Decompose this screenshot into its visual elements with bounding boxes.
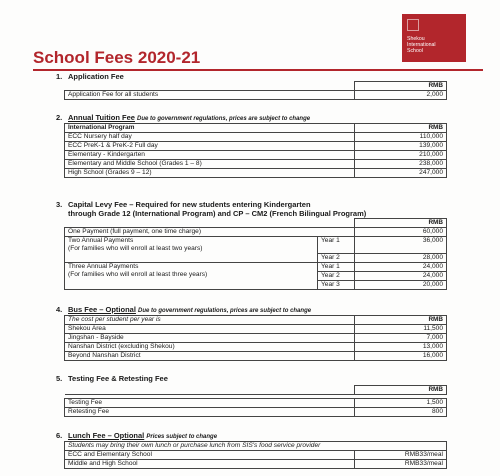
lunch-fee-table [64, 441, 447, 469]
logo-line-3: School [407, 48, 423, 54]
section-6-title: Lunch Fee – Optional [68, 431, 145, 440]
section-6-note: Prices subject to change [146, 434, 218, 440]
fee-label: Beyond Nanshan District [65, 352, 355, 361]
year-label: Year 2 [318, 254, 355, 263]
fee-label: Middle and High School [65, 460, 355, 469]
table-row [65, 263, 447, 272]
table-row [65, 133, 447, 142]
three-payments-title: Three Annual Payments [68, 263, 139, 270]
bus-fee-table [64, 315, 447, 361]
fee-label: High School (Grades 9 – 12) [65, 169, 355, 178]
two-payments-label [65, 237, 318, 263]
section-2-title: Annual Tuition Fee [68, 113, 135, 122]
table-row [65, 228, 447, 237]
fee-value: RMB33/meal [355, 451, 447, 460]
fee-value: 20,000 [355, 281, 447, 290]
page-title: School Fees 2020-21 [33, 48, 201, 67]
section-2-number: 2. [56, 113, 63, 122]
testing-fee-table [64, 385, 447, 417]
fee-label: Jingshan - Bayside [65, 334, 355, 343]
table-row [65, 91, 447, 100]
fee-value: 238,000 [355, 160, 447, 169]
table-row [65, 237, 447, 254]
section-4-heading [56, 305, 311, 314]
fee-label: One Payment (full payment, one time charge) [65, 228, 355, 237]
fee-value: 36,000 [355, 237, 447, 254]
year-label: Year 2 [318, 272, 355, 281]
fee-label: Elementary and Middle School (Grades 1 – 8) [65, 160, 355, 169]
fee-value: RMB33/meal [355, 460, 447, 469]
year-label: Year 1 [318, 263, 355, 272]
bus-fee-caption: The cost per student per year is [65, 316, 355, 325]
fee-value: 210,000 [355, 151, 447, 160]
fee-label: Testing Fee [65, 399, 355, 408]
fee-label: ECC PreK-1 & PreK-2 Full day [65, 142, 355, 151]
currency-header: RMB [355, 386, 447, 395]
fee-value: 1,500 [355, 399, 447, 408]
lunch-fee-caption: Students may bring their own lunch or purchase lunch from SIS's food service provider [65, 442, 447, 451]
fee-value: 800 [355, 408, 447, 417]
fee-value: 60,000 [355, 228, 447, 237]
section-2-heading [56, 113, 310, 122]
fee-label: ECC and Elementary School [65, 451, 355, 460]
table-row [65, 408, 447, 417]
fee-label: Elementary - Kindergarten [65, 151, 355, 160]
year-label: Year 3 [318, 281, 355, 290]
table-row [65, 343, 447, 352]
capital-levy-table [64, 218, 447, 290]
table-row [65, 352, 447, 361]
year-label: Year 1 [318, 237, 355, 254]
section-4-title: Bus Fee – Optional [68, 305, 136, 314]
section-6-number: 6. [56, 431, 63, 440]
two-payments-note: (For families who will enroll at least two years) [68, 245, 203, 252]
fee-label: Application Fee for all students [65, 91, 355, 100]
fee-value: 24,000 [355, 272, 447, 281]
fee-value: 110,000 [355, 133, 447, 142]
table-row [65, 160, 447, 169]
fee-value: 247,000 [355, 169, 447, 178]
section-5-heading [56, 374, 168, 383]
table-row [65, 142, 447, 151]
table-row [65, 334, 447, 343]
fee-label: Shekou Area [65, 325, 355, 334]
application-fee-table [64, 81, 447, 100]
three-payments-note: (For families who will enroll at least three years) [68, 271, 208, 278]
section-4-number: 4. [56, 305, 63, 314]
section-5-number: 5. [56, 374, 63, 383]
logo-line-2: International [407, 42, 436, 48]
fee-value: 13,000 [355, 343, 447, 352]
currency-header: RMB [355, 316, 447, 325]
section-3-heading [56, 200, 311, 209]
table-row [65, 451, 447, 460]
table-row [65, 399, 447, 408]
fee-value: 7,000 [355, 334, 447, 343]
fee-value: 11,500 [355, 325, 447, 334]
logo-mark [407, 19, 419, 31]
fee-value: 16,000 [355, 352, 447, 361]
school-logo [402, 14, 466, 62]
currency-header: RMB [355, 124, 447, 133]
fee-label: ECC Nursery half day [65, 133, 355, 142]
table-row [65, 325, 447, 334]
section-1-title: Application Fee [68, 72, 124, 81]
section-4-note: Due to government regulations, prices are subject to change [138, 308, 312, 314]
section-6-heading [56, 431, 217, 440]
tuition-program-header: International Program [65, 124, 355, 133]
section-3-heading-line-2: through Grade 12 (International Program) and CP – CM2 (French Bilingual Program) [68, 209, 367, 218]
table-row [65, 151, 447, 160]
fee-value: 28,000 [355, 254, 447, 263]
fee-value: 2,000 [355, 91, 447, 100]
title-rule [33, 69, 483, 71]
section-2-note: Due to government regulations, prices are subject to change [137, 116, 311, 122]
section-3-title-line-1: Capital Levy Fee – Required for new students entering Kindergarten [68, 200, 311, 209]
two-payments-title: Two Annual Payments [68, 237, 134, 244]
section-3-number: 3. [56, 200, 63, 209]
three-payments-label [65, 263, 318, 290]
fee-label: Nanshan District (excluding Shekou) [65, 343, 355, 352]
table-row [65, 460, 447, 469]
section-1-heading [56, 72, 124, 81]
section-1-number: 1. [56, 72, 63, 81]
logo-line-1: Shekou [407, 36, 425, 42]
currency-header: RMB [355, 82, 447, 91]
fee-value: 24,000 [355, 263, 447, 272]
tuition-fee-table [64, 123, 447, 178]
fee-value: 139,000 [355, 142, 447, 151]
fee-label: Retesting Fee [65, 408, 355, 417]
table-row [65, 169, 447, 178]
currency-header: RMB [355, 219, 447, 228]
section-5-title: Testing Fee & Retesting Fee [68, 374, 168, 383]
